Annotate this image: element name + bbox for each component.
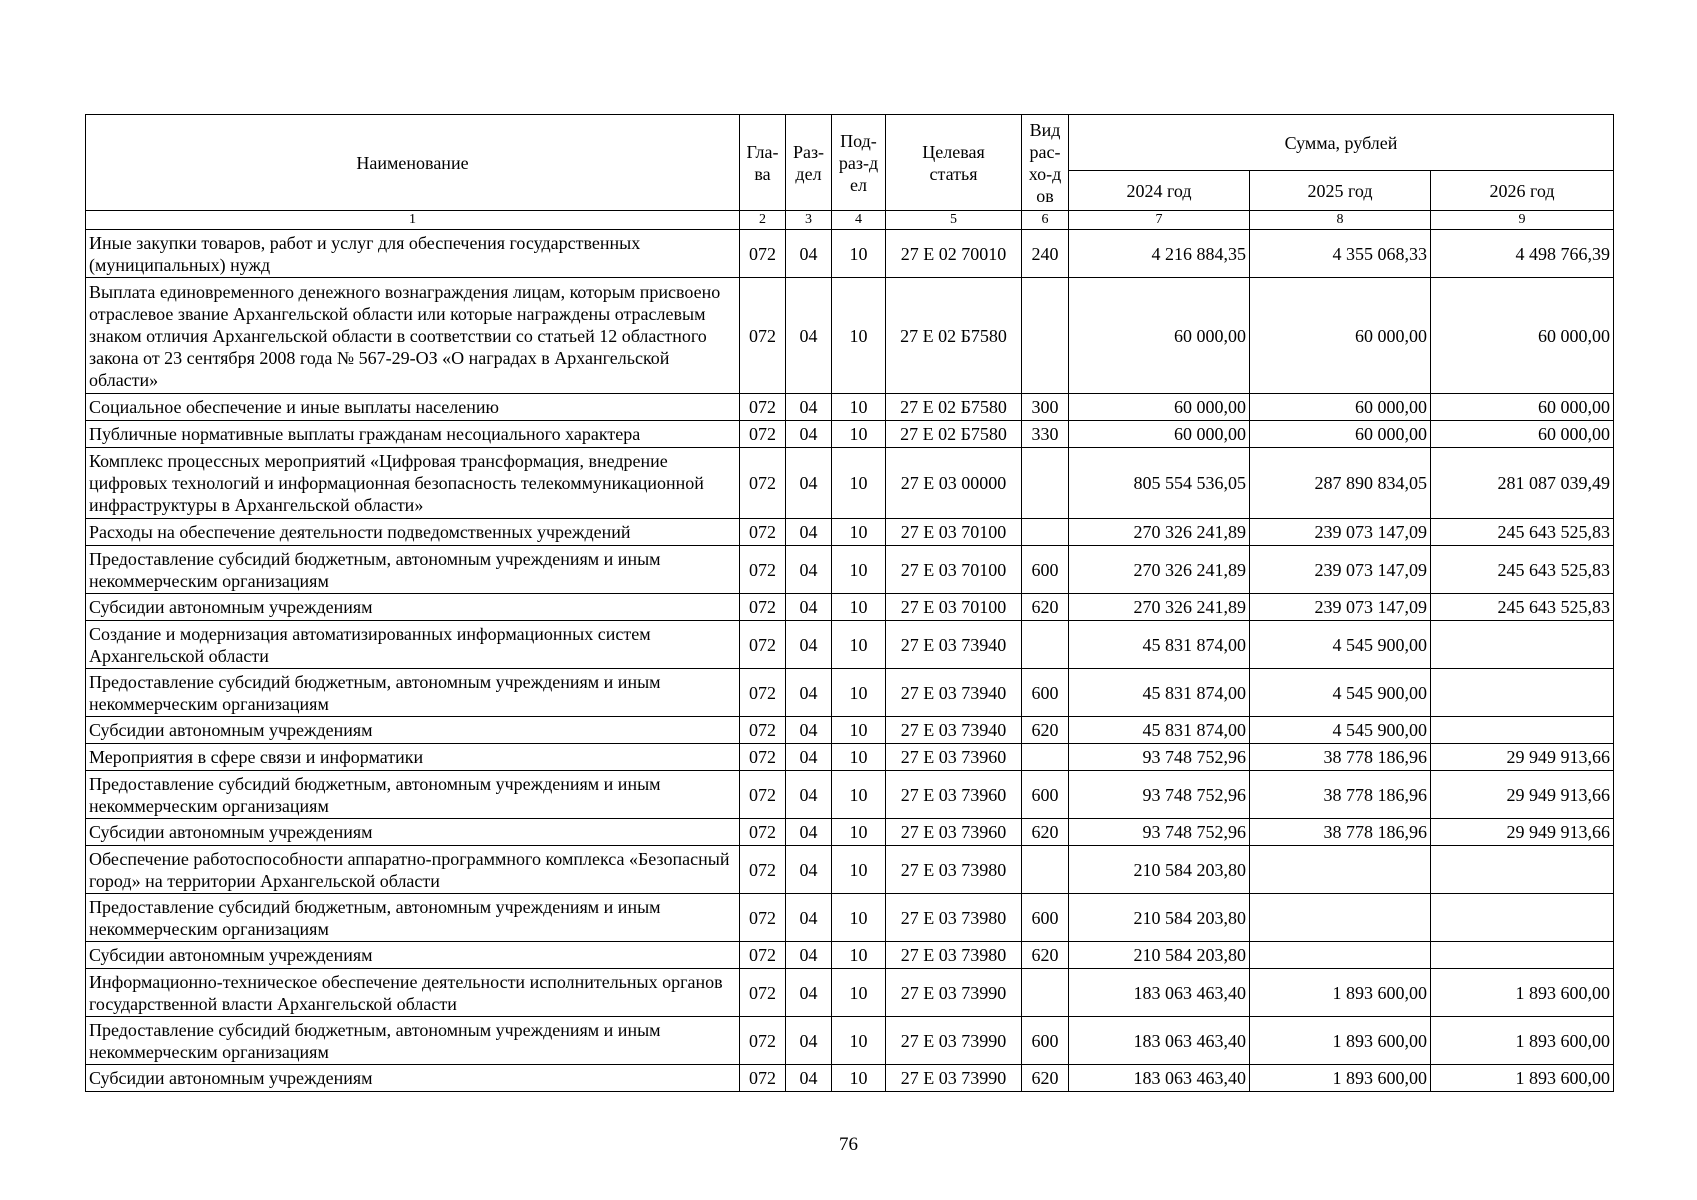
row-target: 27 Е 03 70100	[886, 594, 1022, 621]
row-expense-type: 600	[1022, 1017, 1069, 1065]
row-sum-2024: 183 063 463,40	[1069, 1017, 1250, 1065]
row-subsection: 10	[832, 669, 886, 717]
row-sum-2024: 210 584 203,80	[1069, 846, 1250, 894]
row-sum-2025: 239 073 147,09	[1250, 546, 1431, 594]
row-section: 04	[786, 942, 832, 969]
column-number: 9	[1431, 211, 1614, 230]
row-sum-2025	[1250, 846, 1431, 894]
row-sum-2026	[1431, 669, 1614, 717]
row-target: 27 Е 03 00000	[886, 448, 1022, 519]
row-chapter: 072	[740, 448, 786, 519]
row-sum-2024: 60 000,00	[1069, 278, 1250, 394]
table-row	[86, 894, 1614, 942]
row-sum-2026	[1431, 621, 1614, 669]
row-chapter: 072	[740, 594, 786, 621]
row-chapter: 072	[740, 421, 786, 448]
row-sum-2026: 4 498 766,39	[1431, 230, 1614, 278]
row-sum-2026: 245 643 525,83	[1431, 594, 1614, 621]
row-expense-type: 330	[1022, 421, 1069, 448]
row-name: Комплекс процессных мероприятий «Цифровая трансформация, внедрение цифровых технологий и информационная безопасность телекоммуникационной инфраструктуры в Архангельской области»	[86, 448, 740, 519]
row-target: 27 Е 03 73990	[886, 969, 1022, 1017]
column-number: 1	[86, 211, 740, 230]
row-subsection: 10	[832, 448, 886, 519]
row-expense-type: 620	[1022, 819, 1069, 846]
row-name: Субсидии автономным учреждениям	[86, 594, 740, 621]
row-sum-2024: 210 584 203,80	[1069, 894, 1250, 942]
row-target: 27 Е 03 73940	[886, 669, 1022, 717]
row-subsection: 10	[832, 1017, 886, 1065]
row-chapter: 072	[740, 621, 786, 669]
row-subsection: 10	[832, 744, 886, 771]
table-row	[86, 942, 1614, 969]
row-sum-2024: 270 326 241,89	[1069, 594, 1250, 621]
row-section: 04	[786, 894, 832, 942]
row-sum-2026	[1431, 717, 1614, 744]
table-row	[86, 519, 1614, 546]
table-row	[86, 1017, 1614, 1065]
row-name: Расходы на обеспечение деятельности подведомственных учреждений	[86, 519, 740, 546]
row-sum-2025	[1250, 894, 1431, 942]
row-section: 04	[786, 621, 832, 669]
row-sum-2025: 4 355 068,33	[1250, 230, 1431, 278]
row-name: Создание и модернизация автоматизированных информационных систем Архангельской области	[86, 621, 740, 669]
header-sum: Сумма, рублей	[1069, 115, 1614, 171]
row-expense-type: 620	[1022, 594, 1069, 621]
row-sum-2025: 239 073 147,09	[1250, 594, 1431, 621]
budget-sheet	[85, 114, 1613, 1092]
row-sum-2024: 45 831 874,00	[1069, 669, 1250, 717]
page-number: 76	[839, 1134, 858, 1155]
row-subsection: 10	[832, 894, 886, 942]
table-row	[86, 969, 1614, 1017]
header-year-2026: 2026 год	[1431, 171, 1614, 211]
row-name: Субсидии автономным учреждениям	[86, 942, 740, 969]
row-sum-2026: 1 893 600,00	[1431, 1017, 1614, 1065]
row-subsection: 10	[832, 771, 886, 819]
row-chapter: 072	[740, 546, 786, 594]
row-sum-2024: 270 326 241,89	[1069, 519, 1250, 546]
row-target: 27 Е 02 Б7580	[886, 421, 1022, 448]
row-chapter: 072	[740, 230, 786, 278]
table-row	[86, 744, 1614, 771]
row-target: 27 Е 03 73980	[886, 942, 1022, 969]
row-section: 04	[786, 846, 832, 894]
table-row	[86, 1065, 1614, 1092]
column-number: 3	[786, 211, 832, 230]
row-name: Субсидии автономным учреждениям	[86, 717, 740, 744]
table-row	[86, 846, 1614, 894]
table-row	[86, 448, 1614, 519]
row-subsection: 10	[832, 394, 886, 421]
row-chapter: 072	[740, 819, 786, 846]
row-target: 27 Е 03 73980	[886, 894, 1022, 942]
row-sum-2024: 210 584 203,80	[1069, 942, 1250, 969]
row-subsection: 10	[832, 230, 886, 278]
table-row	[86, 546, 1614, 594]
row-sum-2025: 4 545 900,00	[1250, 717, 1431, 744]
row-subsection: 10	[832, 594, 886, 621]
row-sum-2026	[1431, 846, 1614, 894]
header-year-2025: 2025 год	[1250, 171, 1431, 211]
row-chapter: 072	[740, 1017, 786, 1065]
row-sum-2026: 1 893 600,00	[1431, 969, 1614, 1017]
column-number: 2	[740, 211, 786, 230]
row-sum-2025: 4 545 900,00	[1250, 669, 1431, 717]
table-row	[86, 717, 1614, 744]
row-subsection: 10	[832, 1065, 886, 1092]
row-target: 27 Е 03 73990	[886, 1017, 1022, 1065]
header-name: Наименование	[86, 115, 740, 211]
row-target: 27 Е 02 Б7580	[886, 278, 1022, 394]
row-chapter: 072	[740, 942, 786, 969]
header-section: Раз-дел	[786, 115, 832, 211]
row-section: 04	[786, 744, 832, 771]
row-sum-2025: 60 000,00	[1250, 421, 1431, 448]
row-sum-2026: 60 000,00	[1431, 278, 1614, 394]
row-name: Обеспечение работоспособности аппаратно-программного комплекса «Безопасный город» на территории Архангельской области	[86, 846, 740, 894]
row-expense-type	[1022, 846, 1069, 894]
row-target: 27 Е 03 70100	[886, 519, 1022, 546]
row-sum-2025: 4 545 900,00	[1250, 621, 1431, 669]
row-subsection: 10	[832, 546, 886, 594]
row-subsection: 10	[832, 969, 886, 1017]
row-sum-2025: 60 000,00	[1250, 394, 1431, 421]
row-sum-2026: 60 000,00	[1431, 394, 1614, 421]
row-sum-2024: 4 216 884,35	[1069, 230, 1250, 278]
header-chapter: Гла-ва	[740, 115, 786, 211]
row-sum-2024: 93 748 752,96	[1069, 771, 1250, 819]
table-row	[86, 669, 1614, 717]
row-chapter: 072	[740, 1065, 786, 1092]
column-number-row	[86, 211, 1614, 230]
row-subsection: 10	[832, 819, 886, 846]
row-expense-type: 300	[1022, 394, 1069, 421]
header-target: Целевая статья	[886, 115, 1022, 211]
row-target: 27 Е 03 73940	[886, 717, 1022, 744]
row-expense-type	[1022, 621, 1069, 669]
row-target: 27 Е 03 73960	[886, 771, 1022, 819]
row-chapter: 072	[740, 846, 786, 894]
row-sum-2025: 1 893 600,00	[1250, 969, 1431, 1017]
row-section: 04	[786, 1017, 832, 1065]
row-sum-2026: 1 893 600,00	[1431, 1065, 1614, 1092]
row-section: 04	[786, 594, 832, 621]
row-target: 27 Е 02 70010	[886, 230, 1022, 278]
table-row	[86, 421, 1614, 448]
row-sum-2024: 45 831 874,00	[1069, 621, 1250, 669]
table-row	[86, 278, 1614, 394]
row-chapter: 072	[740, 969, 786, 1017]
row-chapter: 072	[740, 894, 786, 942]
row-target: 27 Е 03 73960	[886, 744, 1022, 771]
header-year-2024: 2024 год	[1069, 171, 1250, 211]
budget-table	[85, 114, 1614, 1092]
row-subsection: 10	[832, 519, 886, 546]
row-sum-2025: 1 893 600,00	[1250, 1065, 1431, 1092]
row-sum-2024: 805 554 536,05	[1069, 448, 1250, 519]
row-chapter: 072	[740, 669, 786, 717]
row-chapter: 072	[740, 278, 786, 394]
row-expense-type: 620	[1022, 717, 1069, 744]
row-subsection: 10	[832, 621, 886, 669]
row-sum-2026	[1431, 942, 1614, 969]
table-row	[86, 394, 1614, 421]
row-section: 04	[786, 969, 832, 1017]
row-target: 27 Е 03 70100	[886, 546, 1022, 594]
row-sum-2026	[1431, 894, 1614, 942]
column-number: 5	[886, 211, 1022, 230]
row-sum-2026: 245 643 525,83	[1431, 519, 1614, 546]
row-expense-type: 620	[1022, 1065, 1069, 1092]
row-expense-type: 240	[1022, 230, 1069, 278]
row-sum-2024: 60 000,00	[1069, 421, 1250, 448]
row-section: 04	[786, 546, 832, 594]
row-expense-type	[1022, 278, 1069, 394]
row-sum-2025	[1250, 942, 1431, 969]
table-row	[86, 594, 1614, 621]
header-subsection: Под-раз-дел	[832, 115, 886, 211]
row-target: 27 Е 03 73960	[886, 819, 1022, 846]
row-chapter: 072	[740, 717, 786, 744]
row-section: 04	[786, 717, 832, 744]
row-name: Мероприятия в сфере связи и информатики	[86, 744, 740, 771]
row-expense-type: 620	[1022, 942, 1069, 969]
row-name: Предоставление субсидий бюджетным, автономным учреждениям и иным некоммерческим организациям	[86, 1017, 740, 1065]
row-name: Предоставление субсидий бюджетным, автономным учреждениям и иным некоммерческим организациям	[86, 771, 740, 819]
column-number: 4	[832, 211, 886, 230]
row-section: 04	[786, 771, 832, 819]
row-name: Информационно-техническое обеспечение деятельности исполнительных органов государственной власти Архангельской области	[86, 969, 740, 1017]
row-expense-type: 600	[1022, 894, 1069, 942]
row-sum-2024: 183 063 463,40	[1069, 1065, 1250, 1092]
row-section: 04	[786, 1065, 832, 1092]
row-name: Предоставление субсидий бюджетным, автономным учреждениям и иным некоммерческим организациям	[86, 546, 740, 594]
row-sum-2025: 38 778 186,96	[1250, 744, 1431, 771]
row-name: Публичные нормативные выплаты гражданам несоциального характера	[86, 421, 740, 448]
row-target: 27 Е 03 73940	[886, 621, 1022, 669]
row-sum-2025: 287 890 834,05	[1250, 448, 1431, 519]
column-number: 6	[1022, 211, 1069, 230]
column-number: 8	[1250, 211, 1431, 230]
row-name: Иные закупки товаров, работ и услуг для обеспечения государственных (муниципальных) нужд	[86, 230, 740, 278]
row-expense-type: 600	[1022, 669, 1069, 717]
row-section: 04	[786, 819, 832, 846]
row-chapter: 072	[740, 394, 786, 421]
row-section: 04	[786, 394, 832, 421]
row-sum-2026: 281 087 039,49	[1431, 448, 1614, 519]
row-sum-2025: 239 073 147,09	[1250, 519, 1431, 546]
row-sum-2024: 93 748 752,96	[1069, 744, 1250, 771]
table-row	[86, 771, 1614, 819]
row-subsection: 10	[832, 421, 886, 448]
row-sum-2026: 29 949 913,66	[1431, 819, 1614, 846]
row-name: Выплата единовременного денежного вознаграждения лицам, которым присвоено отраслевое звание Архангельской области или которые награждены отраслевым знаком отличия Архангельской области в соответствии со статьей 12 областного закона от 23 сентября 2008 года № 567-29-ОЗ «О наградах в Архангельской области»	[86, 278, 740, 394]
row-sum-2025: 38 778 186,96	[1250, 819, 1431, 846]
row-expense-type	[1022, 519, 1069, 546]
row-expense-type: 600	[1022, 771, 1069, 819]
row-chapter: 072	[740, 771, 786, 819]
header-expense-type: Вид рас-хо-дов	[1022, 115, 1069, 211]
row-section: 04	[786, 519, 832, 546]
row-sum-2024: 270 326 241,89	[1069, 546, 1250, 594]
row-subsection: 10	[832, 278, 886, 394]
row-name: Предоставление субсидий бюджетным, автономным учреждениям и иным некоммерческим организациям	[86, 669, 740, 717]
row-target: 27 Е 03 73990	[886, 1065, 1022, 1092]
row-name: Предоставление субсидий бюджетным, автономным учреждениям и иным некоммерческим организациям	[86, 894, 740, 942]
column-number: 7	[1069, 211, 1250, 230]
row-sum-2025: 38 778 186,96	[1250, 771, 1431, 819]
row-sum-2025: 60 000,00	[1250, 278, 1431, 394]
table-row	[86, 621, 1614, 669]
row-section: 04	[786, 421, 832, 448]
row-sum-2026: 245 643 525,83	[1431, 546, 1614, 594]
table-row	[86, 230, 1614, 278]
row-name: Субсидии автономным учреждениям	[86, 819, 740, 846]
row-chapter: 072	[740, 744, 786, 771]
row-target: 27 Е 02 Б7580	[886, 394, 1022, 421]
row-sum-2025: 1 893 600,00	[1250, 1017, 1431, 1065]
row-name: Субсидии автономным учреждениям	[86, 1065, 740, 1092]
row-subsection: 10	[832, 717, 886, 744]
row-subsection: 10	[832, 942, 886, 969]
row-section: 04	[786, 448, 832, 519]
row-sum-2024: 93 748 752,96	[1069, 819, 1250, 846]
row-expense-type	[1022, 969, 1069, 1017]
row-chapter: 072	[740, 519, 786, 546]
row-section: 04	[786, 669, 832, 717]
row-section: 04	[786, 230, 832, 278]
row-name: Социальное обеспечение и иные выплаты населению	[86, 394, 740, 421]
row-sum-2026: 29 949 913,66	[1431, 744, 1614, 771]
row-target: 27 Е 03 73980	[886, 846, 1022, 894]
row-subsection: 10	[832, 846, 886, 894]
row-expense-type	[1022, 744, 1069, 771]
table-row	[86, 819, 1614, 846]
row-expense-type: 600	[1022, 546, 1069, 594]
row-sum-2024: 45 831 874,00	[1069, 717, 1250, 744]
row-sum-2024: 60 000,00	[1069, 394, 1250, 421]
row-sum-2024: 183 063 463,40	[1069, 969, 1250, 1017]
row-sum-2026: 60 000,00	[1431, 421, 1614, 448]
row-expense-type	[1022, 448, 1069, 519]
row-sum-2026: 29 949 913,66	[1431, 771, 1614, 819]
row-section: 04	[786, 278, 832, 394]
